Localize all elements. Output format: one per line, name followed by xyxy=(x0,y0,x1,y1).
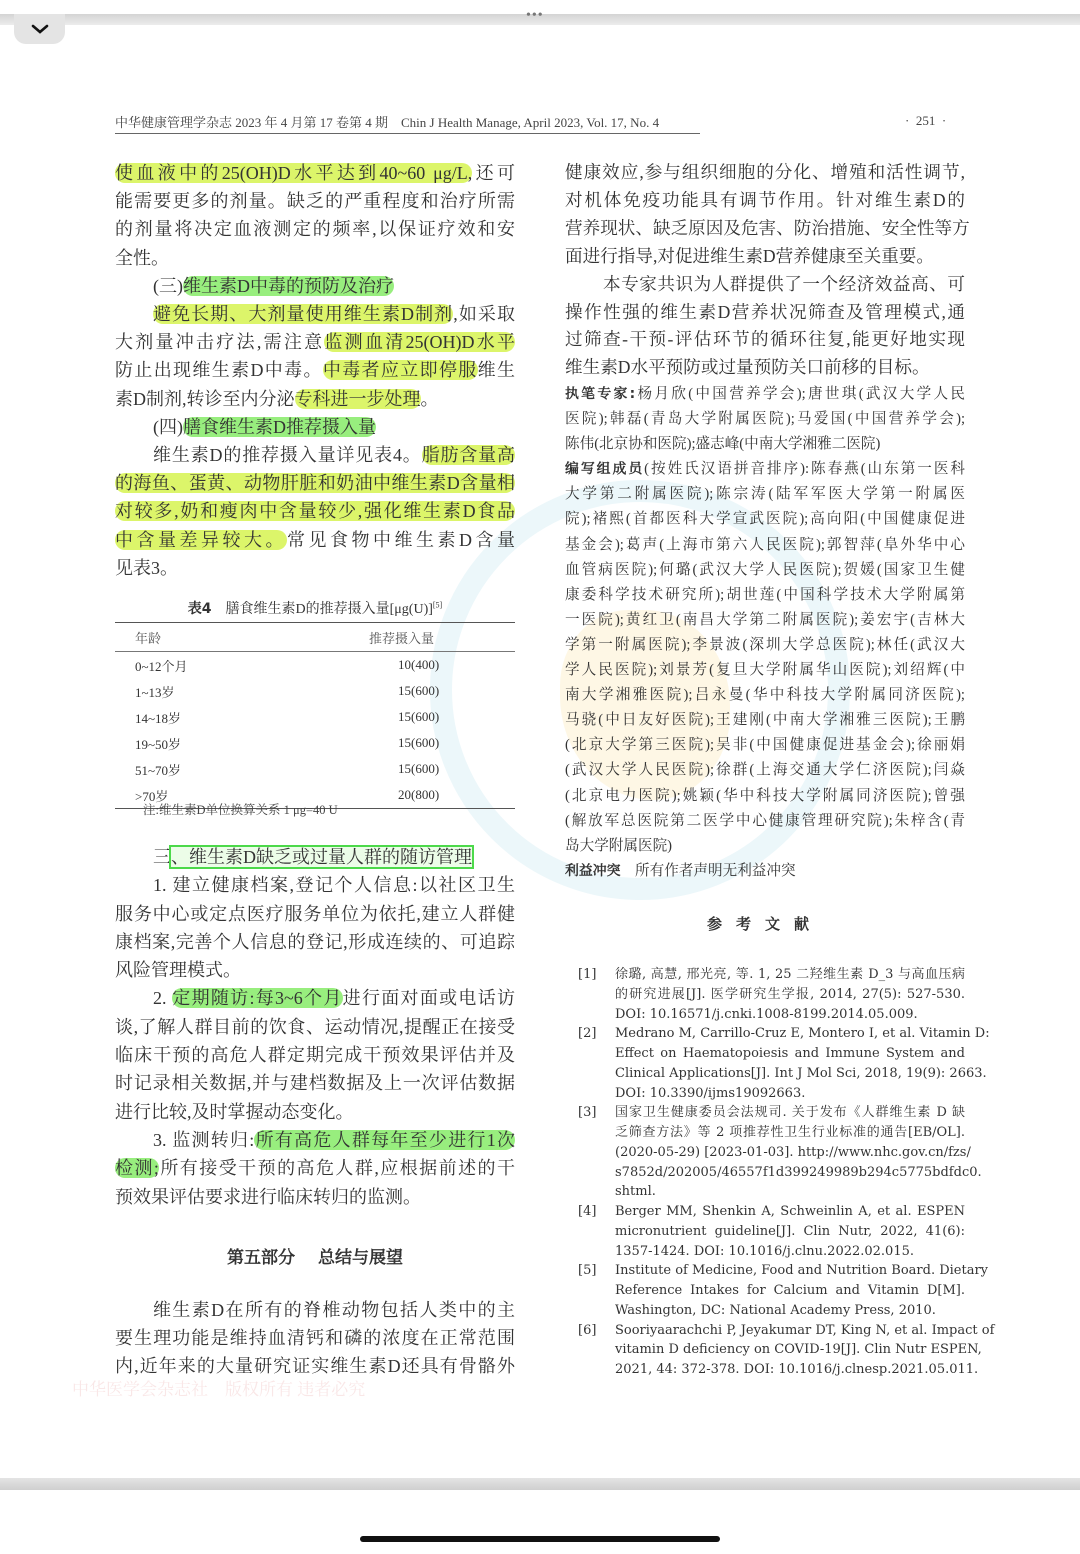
highlighted-text: 定期随访:每3~6个月 xyxy=(172,988,343,1009)
reference-line: DOI: 10.16571/j.cnki.1008-8199.2014.05.009. xyxy=(615,1006,918,1022)
text-line xyxy=(115,1154,515,1182)
text-line xyxy=(115,843,515,871)
text-line xyxy=(565,859,965,884)
collapse-button[interactable] xyxy=(14,14,65,44)
text-segment: 素D制剂,转诊至内分泌 xyxy=(115,388,295,409)
left-column-text-top xyxy=(115,159,515,582)
reference-line: shtml. xyxy=(615,1184,656,1200)
table-label: 表4 xyxy=(187,601,212,617)
text-segment: (四) xyxy=(153,416,183,437)
reference-line: 徐璐, 高慧, 邢光亮, 等. 1, 25 二羟维生素 D_3 与高血压病 xyxy=(615,967,965,982)
text-segment: (北京电力医院);姚颖(华中科技大学附属同济医院);曾强 xyxy=(565,787,965,804)
text-segment: 学人民医院);刘景芳(复旦大学附属华山医院);刘绍辉(中 xyxy=(565,662,965,679)
reference-item xyxy=(578,1261,989,1320)
text-segment: 预效果评估要求进行临床转归的监测。 xyxy=(115,1186,421,1207)
text-segment: 操作性强的维生素D营养状况筛查及管理模式,通 xyxy=(565,301,965,322)
text-line xyxy=(115,272,515,300)
text-segment: 血管病医院);何璐(武汉大学人民医院);贺媛(国家卫生健 xyxy=(565,561,965,578)
intake-cell: 15(600) xyxy=(398,761,440,776)
text-segment: 一医院);黄红卫(南昌大学第二附属医院);姜宏宇(吉林大 xyxy=(565,611,965,628)
text-line xyxy=(565,354,965,382)
reference-number: [1] xyxy=(578,967,597,982)
text-segment: 1. 建立健康档案,登记个人信息:以社区卫生 xyxy=(153,875,515,896)
text-segment: 3. 监测转归: xyxy=(153,1129,255,1150)
reference-line: 2021, 44: 372-378. DOI: 10.1016/j.clnesp.2021.05.011. xyxy=(615,1362,979,1377)
reference-item xyxy=(578,1202,965,1261)
column-header-age: 年龄 xyxy=(115,623,368,652)
text-segment: 三 xyxy=(153,847,171,867)
highlighted-text: 避免长期、大剂量使用维生素D制剂 xyxy=(153,304,454,325)
table-row xyxy=(115,704,515,730)
text-segment: 学第一附属医院);李景波(深圳大学总医院);林任(武汉大 xyxy=(565,636,965,653)
text-segment: 防止出现维生素D中毒。 xyxy=(115,360,323,381)
text-segment: 岛大学附属医院) xyxy=(565,837,673,854)
text-line xyxy=(115,441,515,469)
text-segment: 杨月欣(中国营养学会);唐世琪(武汉大学人民 xyxy=(635,386,965,402)
reference-number: [3] xyxy=(578,1105,597,1121)
left-column-summary xyxy=(115,1296,515,1380)
page-number: · 251 · xyxy=(905,113,947,128)
text-segment: 本专家共识为人群提供了一个经济效益高、可 xyxy=(603,273,965,294)
text-line xyxy=(115,187,515,215)
authors-list xyxy=(565,382,965,884)
text-segment: 医院);韩磊(青岛大学附属医院);马爱国(中国营养学会); xyxy=(565,411,965,428)
reference-line: 国家卫生健康委员会法规司. 关于发布《人群维生素 D 缺 xyxy=(615,1105,965,1121)
highlighted-text: 中含量差异较大。 xyxy=(115,529,287,550)
publisher-watermark: 中华医学会杂志社 版权所有 违者必究 xyxy=(72,1380,366,1399)
text-segment: 大剂量冲击疗法,需注意 xyxy=(115,332,325,353)
text-segment: 基金会);葛声(上海市第六人民医院);郭智萍(阜外华中心 xyxy=(565,536,965,553)
text-line xyxy=(115,244,515,272)
reference-number: [5] xyxy=(578,1263,597,1279)
text-line xyxy=(115,554,515,582)
text-segment: 服务中心或定点医疗服务单位为依托,建立人群健 xyxy=(115,903,515,924)
text-segment: 要生理功能是维持血清钙和磷的浓度在正常范围 xyxy=(115,1328,515,1348)
text-line xyxy=(115,1296,515,1324)
text-line xyxy=(565,608,965,633)
text-line xyxy=(565,558,965,583)
text-segment: 大学第二附属医院);陈宗涛(陆军军医大学第一附属医 xyxy=(565,486,965,503)
reference-line: (2020-05-29) [2023-01-03]. http://www.nhc.gov.cn/fzs/ xyxy=(615,1144,971,1160)
text-line xyxy=(565,271,965,299)
intake-table xyxy=(115,622,515,809)
intake-cell: 15(600) xyxy=(398,735,440,750)
text-segment: (北京大学第三医院);吴非(中国健康促进基金会);徐丽娟 xyxy=(565,737,965,754)
text-segment: 维生 xyxy=(477,360,516,381)
boxed-heading-text: 、维生素D缺乏或过量人群的随访管理 xyxy=(171,847,472,867)
highlighted-text: 对较多,奶和瘦肉中含量较少,强化维生素D食品 xyxy=(115,501,515,522)
text-segment: 面进行指导,对促进维生素D营养健康至关重要。 xyxy=(565,245,934,266)
intake-cell: 20(800) xyxy=(398,787,440,802)
reference-line: Berger MM, Shenkin A, Schweinlin A, et al. ESPEN xyxy=(615,1204,965,1219)
text-line xyxy=(115,215,515,243)
text-segment: 还可 xyxy=(472,163,516,183)
text-line xyxy=(115,1013,515,1041)
more-options-icon[interactable]: ••• xyxy=(526,8,544,23)
text-segment: 所有接受干预的高危人群,应根据前述的干 xyxy=(158,1158,515,1179)
text-line xyxy=(565,658,965,683)
highlighted-text: 中毒者应立即停服 xyxy=(322,360,478,381)
text-line xyxy=(565,708,965,733)
reference-line: Medrano M, Carrillo-Cruz E, Montero I, et al. Vitamin D: xyxy=(615,1026,990,1042)
table-note: 注:维生素D单位换算关系 1 μg=40 U xyxy=(143,803,338,817)
page-bottom-edge xyxy=(0,1478,1080,1490)
text-line xyxy=(115,413,515,441)
highlighted-text: 维生素D中毒的预防及治疗 xyxy=(183,275,394,296)
text-line xyxy=(565,243,965,271)
text-segment: 的剂量将决定血液测定的频率,以保证疗效和安 xyxy=(115,219,515,240)
table-row xyxy=(115,652,515,679)
reference-line: 乏筛查方法》等 2 项推荐性卫生行业标准的通告[EB/OL]. xyxy=(615,1125,965,1140)
text-segment: 营养现状、缺乏原因及危害、防治措施、安全性等方 xyxy=(565,217,970,238)
reference-line: DOI: 10.3390/ijms19092663. xyxy=(615,1085,806,1101)
text-line xyxy=(115,526,515,554)
text-line xyxy=(565,758,965,783)
text-segment: 对机体免疫功能具有调节作用。针对维生素D的 xyxy=(565,189,965,210)
age-cell: 51~70岁 xyxy=(135,762,182,778)
text-line xyxy=(565,583,965,608)
intake-cell: 10(400) xyxy=(398,657,440,672)
reference-item xyxy=(578,965,965,1024)
reference-number: [4] xyxy=(578,1204,597,1219)
table-header-row xyxy=(115,623,515,652)
reference-line: Sooriyaarachchi P, Jeyakumar DT, King N, et al. Impact of xyxy=(615,1322,995,1338)
text-segment: (武汉大学人民医院);徐群(上海交通大学仁济医院);闫焱 xyxy=(565,762,965,779)
text-line xyxy=(565,834,965,859)
text-segment: 风险管理模式。 xyxy=(115,960,241,981)
column-header-intake: 推荐摄入量 xyxy=(368,623,515,652)
text-segment: 谈,了解人群目前的饮食、运动情况,提醒正在接受 xyxy=(115,1016,515,1037)
highlighted-text: 脂肪含量高 xyxy=(421,445,516,466)
table-title: 膳食维生素D的推荐摄入量[μg(U)] xyxy=(225,602,433,617)
text-segment: 过筛查-干预-评估环节的循环往复,能更好地实现 xyxy=(565,329,965,350)
age-cell: 19~50岁 xyxy=(135,736,182,752)
table-citation: [5] xyxy=(432,600,443,610)
text-line xyxy=(565,432,965,457)
text-segment: 康委科学技术研究所);胡世莲(中国科学技术大学附属第 xyxy=(565,586,965,603)
bold-label: 执笔专家: xyxy=(565,386,636,402)
reference-item xyxy=(578,1321,995,1380)
age-cell: 0~12个月 xyxy=(135,658,188,674)
text-line xyxy=(115,385,515,413)
text-segment: 进行比较,及时掌握动态变化。 xyxy=(115,1101,354,1122)
text-segment: 所有作者声明无利益冲突 xyxy=(620,862,796,879)
reference-line: vitamin D deficiency on COVID-19[J]. Clin Nutr ESPEN, xyxy=(615,1342,982,1358)
text-line xyxy=(115,871,515,899)
text-segment: 维生素D的推荐摄入量详见表4。 xyxy=(153,445,422,466)
highlighted-text: 的海鱼、蛋黄、动物肝脏和奶油中维生素D含量相 xyxy=(115,473,515,494)
text-line xyxy=(115,1069,515,1097)
text-segment: 院);褚熙(首都医科大学宣武医院);高向阳(中国健康促进 xyxy=(565,511,965,528)
text-line xyxy=(115,1041,515,1069)
text-segment: 陈伟(北京协和医院);盛志峰(中南大学湘雅二医院) xyxy=(565,436,881,453)
section-heading: 第五部分 总结与展望 xyxy=(227,1248,403,1268)
text-segment: 时记录相关数据,并与建档数据及上一次评估数据 xyxy=(115,1073,515,1094)
text-line xyxy=(115,469,515,497)
text-line xyxy=(565,784,965,809)
text-line xyxy=(115,1324,515,1352)
text-segment: 常见食物中维生素D含量 xyxy=(287,529,515,550)
text-segment: 内,近年来的大量研究证实维生素D还具有骨骼外 xyxy=(115,1356,515,1376)
age-cell: >70岁 xyxy=(135,788,169,804)
text-segment: 见表3。 xyxy=(115,557,178,578)
bold-label: 编写组成员 xyxy=(565,461,645,478)
table-row xyxy=(115,678,515,704)
highlighted-text: 专科进一步处理 xyxy=(294,388,421,409)
right-column-text xyxy=(565,159,970,382)
highlighted-text: 膳食维生素D推荐摄入量 xyxy=(183,416,376,437)
text-segment: (解放军总医院第二医学中心健康管理研究院);朱梓含(青 xyxy=(565,812,965,829)
reference-number: [2] xyxy=(578,1026,597,1042)
text-line xyxy=(565,407,965,432)
text-line xyxy=(115,984,515,1012)
text-line xyxy=(565,683,965,708)
intake-cell: 15(600) xyxy=(398,709,440,724)
highlighted-text: 所有高危人群每年至少进行1次 xyxy=(254,1129,515,1150)
text-line xyxy=(115,900,515,928)
reference-line: Clinical Applications[J]. Int J Mol Sci, 2018, 19(9): 2663. xyxy=(615,1065,987,1081)
age-cell: 1~13岁 xyxy=(135,684,175,700)
text-line xyxy=(565,299,965,327)
text-segment: 南大学湘雅医院);吕永曼(华中科技大学附属同济医院); xyxy=(565,687,965,704)
text-segment: 马骁(中日友好医院);王建刚(中南大学湘雅三医院);王鹏 xyxy=(565,712,965,729)
highlighted-text: 使血液中的25(OH)D水平达到40~60 μg/L, xyxy=(115,163,473,183)
text-segment: 健康效应,参与组织细胞的分化、增殖和活性调节, xyxy=(565,162,965,182)
reference-line: Institute of Medicine, Food and Nutrition Board. Dietary xyxy=(615,1263,989,1279)
text-line xyxy=(565,215,970,243)
home-indicator[interactable] xyxy=(360,1536,720,1542)
table-caption xyxy=(115,598,515,618)
text-line xyxy=(565,533,965,558)
reference-number: [6] xyxy=(578,1322,597,1338)
text-line xyxy=(115,497,515,525)
table-row xyxy=(115,756,515,782)
text-line xyxy=(565,809,965,834)
text-line xyxy=(565,633,965,658)
text-line xyxy=(565,457,965,482)
reference-line: 的研究进展[J]. 医学研究生学报, 2014, 27(5): 527-530. xyxy=(615,986,965,1002)
reference-line: micronutrient guideline[J]. Clin Nutr, 2022, 41(6): xyxy=(615,1223,965,1239)
text-segment: ,如采取 xyxy=(453,304,516,325)
highlighted-text: 检测; xyxy=(115,1158,159,1179)
text-line xyxy=(565,507,965,532)
left-column-followup-section xyxy=(115,843,515,1211)
text-line xyxy=(115,328,515,356)
reference-item xyxy=(578,1024,990,1103)
text-segment: (三) xyxy=(153,275,183,296)
text-segment: 2. xyxy=(153,988,173,1009)
text-line xyxy=(115,300,515,328)
text-segment: 康档案,完善个人信息的登记,形成连续的、可追踪 xyxy=(115,931,515,952)
text-segment: (按姓氏汉语拼音排序):陈春燕(山东第一医科 xyxy=(644,461,965,478)
text-line xyxy=(115,1126,515,1154)
text-line xyxy=(115,928,515,956)
reference-line: Effect on Haematopoiesis and Immune System and xyxy=(615,1046,965,1061)
reference-line: 1357-1424. DOI: 10.1016/j.clnu.2022.02.015. xyxy=(615,1243,915,1259)
chevron-down-icon xyxy=(31,24,49,34)
text-line xyxy=(115,159,515,187)
highlighted-text: 监测血清25(OH)D水平 xyxy=(324,332,515,353)
text-segment: 全性。 xyxy=(115,247,169,268)
text-segment: 维生素D在所有的脊椎动物包括人类中的主 xyxy=(153,1300,515,1320)
text-segment: 。 xyxy=(420,388,439,409)
references-list xyxy=(578,965,995,1380)
text-line xyxy=(565,733,965,758)
reference-item xyxy=(578,1103,982,1202)
reference-line: s7852d/202005/46557f1d399249989b294c5775bdfdc0. xyxy=(615,1164,982,1180)
text-line xyxy=(115,956,515,984)
text-line xyxy=(115,356,515,384)
text-line xyxy=(115,1183,515,1211)
text-line xyxy=(565,326,965,354)
running-header: 中华健康管理学杂志 2023 年 4 月第 17 卷第 4 期 Chin J Health Manage, April 2023, Vol. 17, No. 4 xyxy=(115,112,700,134)
references-heading: 参考文献 xyxy=(706,915,823,933)
bold-label: 利益冲突 xyxy=(565,862,621,879)
text-segment: 能需要更多的剂量。缺乏的严重程度和治疗所需 xyxy=(115,191,515,212)
table-row xyxy=(115,730,515,756)
reference-line: Washington, DC: National Academy Press, 2010. xyxy=(615,1302,936,1318)
text-line xyxy=(565,482,965,507)
intake-cell: 15(600) xyxy=(398,683,440,698)
reference-line: Reference Intakes for Calcium and Vitamin D[M]. xyxy=(615,1283,965,1298)
text-line xyxy=(565,187,965,215)
text-segment: 临床干预的高危人群定期完成干预效果评估并及 xyxy=(115,1045,515,1066)
text-line xyxy=(565,382,965,407)
age-cell: 14~18岁 xyxy=(135,710,182,726)
text-line xyxy=(565,159,965,187)
text-line xyxy=(115,1098,515,1126)
text-segment: 进行面对面或电话访 xyxy=(342,988,516,1009)
text-segment: 维生素D水平预防或过量预防关口前移的目标。 xyxy=(565,357,930,378)
